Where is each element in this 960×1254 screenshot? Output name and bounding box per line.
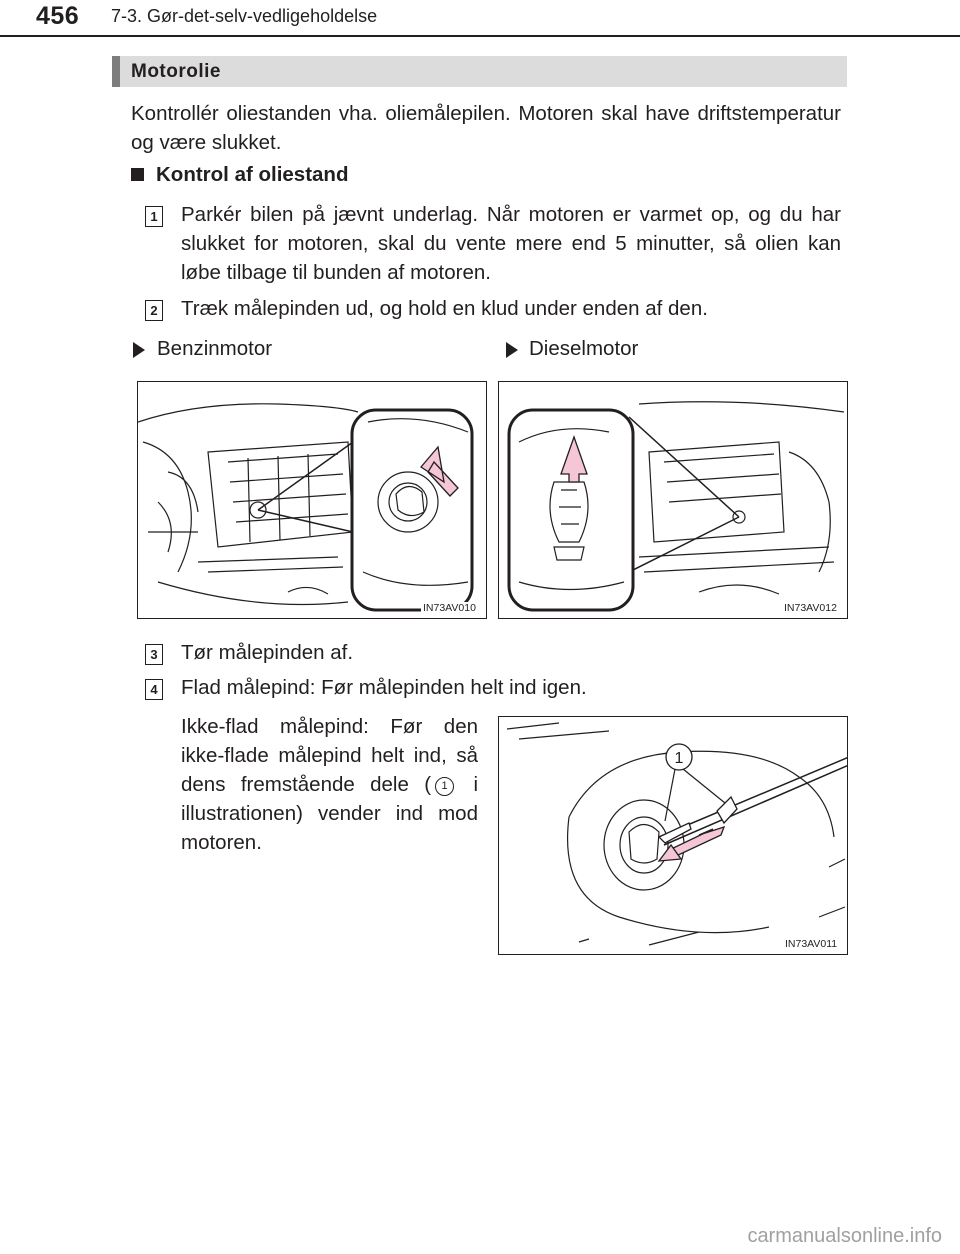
diesel-engine-illustration [499,382,847,618]
petrol-engine-label: Benzinmotor [157,337,273,360]
diesel-engine-label: Dieselmotor [529,337,639,360]
chapter-title: 7-3. Gør-det-selv-vedligeholdelse [111,6,378,26]
section-bar-accent [112,56,120,87]
nonflat-dipstick-text [181,712,478,857]
petrol-engine-figure [137,381,487,619]
triangle-bullet-icon [133,342,145,358]
figure-code-dipstick: IN73AV011 [785,938,838,950]
nonflat-text-before: Ikke-flad målepind: Før den ikke-flade målepind helt ind, så dens fremstående dele ( [181,715,478,796]
figure-code-diesel: IN73AV012 [784,602,837,614]
step-number-4: 4 [145,679,163,700]
triangle-bullet-icon [506,342,518,358]
nonflat-text-after: i illustrationen) vender ind mod motoren. [181,773,479,854]
step-number-2: 2 [145,300,163,321]
page-number: 456 [36,2,80,30]
section-title: Motorolie [131,61,221,82]
header-rule [0,35,960,37]
callout-marker-inline: 1 [435,777,454,796]
step-text-4: Flad målepind: Før målepinden helt ind igen. [181,676,587,699]
diesel-engine-figure [498,381,848,619]
step-number-1: 1 [145,206,163,227]
square-bullet-icon [131,168,144,181]
step-text-2: Træk målepinden ud, og hold en klud under enden af den. [181,297,708,320]
watermark: carmanualsonline.info [747,1225,942,1247]
step-text-1: Parkér bilen på jævnt underlag. Når motoren er varmet op, og du har slukket for motoren, skal du vente mere end 5 minutter, så olien kan løbe tilbage til bunden af motoren. [181,203,841,284]
section-bar [112,56,847,87]
subsection-title: Kontrol af oliestand [156,163,349,186]
petrol-engine-illustration [138,382,486,618]
step-text-3: Tør målepinden af. [181,641,354,664]
figure-callout-1: 1 [674,750,684,767]
section-intro: Kontrollér oliestanden vha. oliemålepilen. Motoren skal have driftstemperatur og være slukket. [131,102,841,154]
figure-code-petrol: IN73AV010 [423,602,476,614]
step-number-3: 3 [145,644,163,665]
